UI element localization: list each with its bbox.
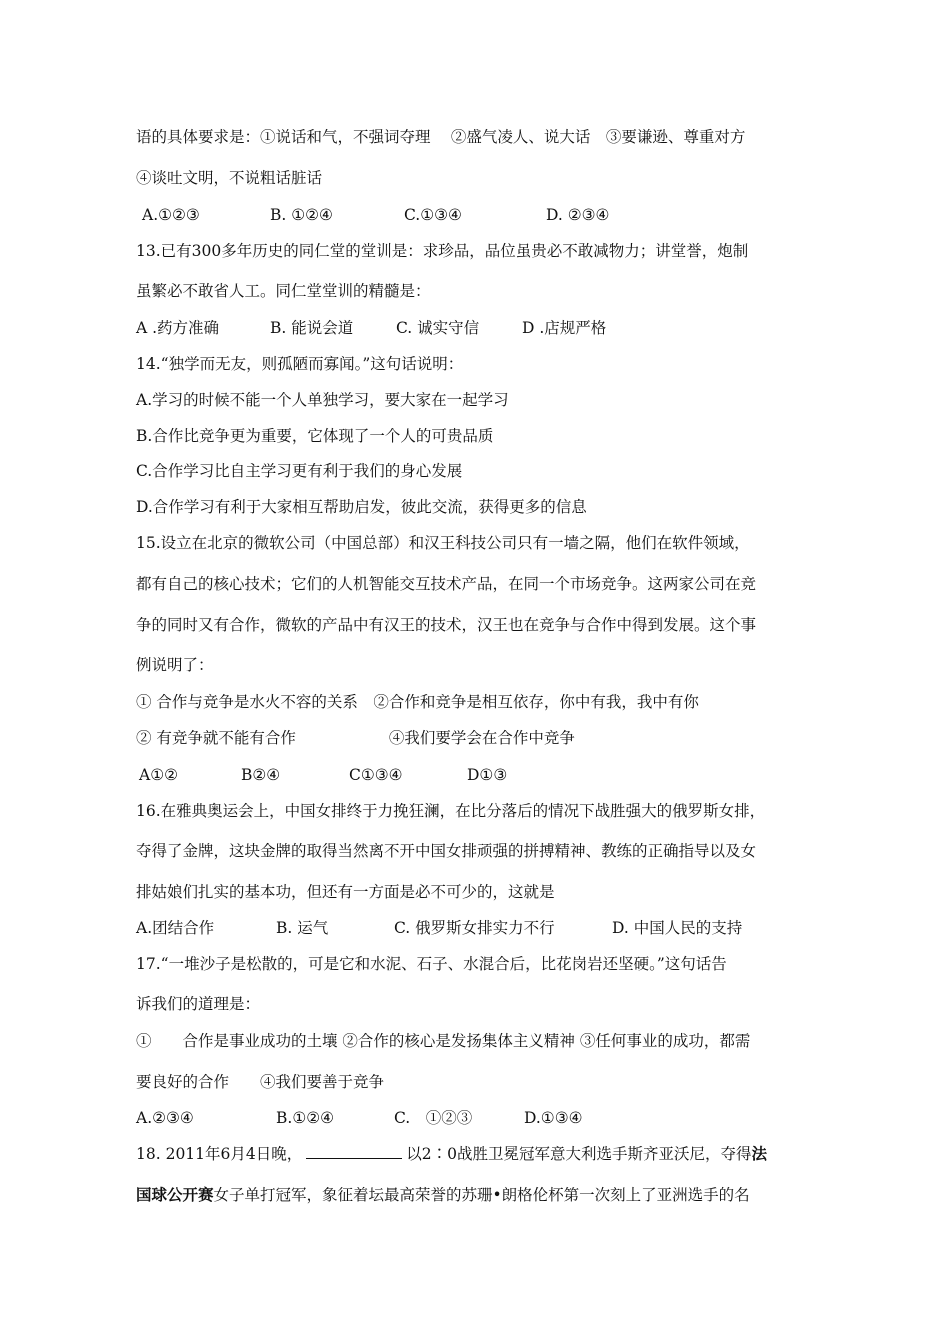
option-c: C①③④	[349, 766, 403, 784]
option-d: D .店规严格	[522, 319, 607, 337]
q17-options	[136, 1107, 826, 1129]
q16-options	[136, 917, 826, 939]
q18-rest: 女子单打冠军，象征着坛最高荣誉的苏珊•朗格伦杯第一次刻上了亚洲选手的名	[213, 1186, 750, 1204]
q14-option-b: B.合作比竞争更为重要，它体现了一个人的可贵品质	[136, 427, 494, 445]
q18-text-line	[136, 1184, 826, 1206]
q13-text-line: 13.已有300多年历史的同仁堂的堂训是：求珍品，品位虽贵必不敢减物力；讲堂誉，炮制	[136, 242, 749, 260]
q16-text-line: 排姑娘们扎实的基本功，但还有一方面是必不可少的，这就是	[136, 883, 555, 901]
q17-text-line: 诉我们的道理是：	[136, 995, 261, 1013]
option-a: A①②	[139, 766, 178, 784]
q17-statement-line: 要良好的合作 ④我们要善于竞争	[136, 1073, 385, 1091]
option-d: D. 中国人民的支持	[612, 919, 743, 937]
q18-bold-term: 法	[751, 1144, 767, 1163]
option-b: B. 运气	[276, 919, 329, 937]
option-c: C. 诚实守信	[396, 319, 480, 337]
q14-option-d: D.合作学习有利于大家相互帮助启发，彼此交流，获得更多的信息	[136, 498, 587, 516]
q18-bold-term: 国球公开赛	[136, 1185, 214, 1204]
q11-text-line: 语的具体要求是：①说话和气，不强词夺理 ②盛气凌人、说大话 ③要谦逊、尊重对方	[136, 128, 746, 146]
option-d: D.①③④	[524, 1109, 583, 1127]
q15-text-line: 争的同时又有合作，微软的产品中有汉王的技术，汉王也在竞争与合作中得到发展。这个事	[136, 616, 757, 634]
q15-options	[139, 764, 829, 786]
option-a: A.①②③	[142, 206, 200, 224]
option-c: C.①③④	[404, 206, 462, 224]
option-b: B. ①②④	[270, 206, 333, 224]
q14-option-c: C.合作学习比自主学习更有利于我们的身心发展	[136, 462, 463, 480]
q18-prefix: 18. 2011年6月4日晚，	[136, 1145, 303, 1163]
option-a: A.②③④	[136, 1109, 194, 1127]
option-a: A .药方准确	[136, 319, 220, 337]
q17-text-line: 17.“一堆沙子是松散的，可是它和水泥、石子、水混合后，比花岗岩还坚硬。”这句话告	[136, 955, 727, 973]
q11-text-line: ④谈吐文明，不说粗话脏话	[136, 169, 323, 187]
q15-text-line: 例说明了：	[136, 656, 214, 674]
option-d: D. ②③④	[546, 206, 610, 224]
option-c: C. ①②③	[394, 1109, 473, 1127]
q13-text-line: 虽繁必不敢省人工。同仁堂堂训的精髓是：	[136, 282, 431, 300]
option-a: A.团结合作	[136, 919, 215, 937]
option-d: D①③	[467, 766, 508, 784]
q15-statement-line: ① 合作与竞争是水火不容的关系 ②合作和竞争是相互依存，你中有我，我中有你	[136, 693, 699, 711]
q16-text-line: 16.在雅典奥运会上，中国女排终于力挽狂澜，在比分落后的情况下战胜强大的俄罗斯女排，	[136, 802, 766, 820]
q14-question: 14.“独学而无友，则孤陋而寡闻。”这句话说明：	[136, 355, 464, 373]
option-b: B. 能说会道	[270, 319, 354, 337]
q15-statement-line: ② 有竞争就不能有合作 ④我们要学会在合作中竞争	[136, 729, 575, 747]
q15-text-line: 15.设立在北京的微软公司（中国总部）和汉王科技公司只有一墙之隔，他们在软件领域，	[136, 534, 750, 552]
q18-text-line	[136, 1143, 826, 1165]
q12-options	[142, 204, 832, 226]
q16-text-line: 夺得了金牌，这块金牌的取得当然离不开中国女排顽强的拼搏精神、教练的正确指导以及女	[136, 842, 757, 860]
q13-options	[136, 317, 826, 339]
option-b: B.①②④	[276, 1109, 335, 1127]
q14-option-a: A.学习的时候不能一个人单独学习，要大家在一起学习	[136, 391, 509, 409]
option-b: B②④	[241, 766, 281, 784]
q15-text-line: 都有自己的核心技术；它们的人机智能交互技术产品，在同一个市场竞争。这两家公司在竞	[136, 575, 757, 593]
fill-in-blank	[306, 1144, 402, 1159]
option-c: C. 俄罗斯女排实力不行	[394, 919, 555, 937]
q17-statement-line: ① 合作是事业成功的土壤 ②合作的核心是发扬集体主义精神 ③任何事业的成功，都需	[136, 1032, 751, 1050]
q18-middle: 以2∶0战胜卫冕冠军意大利选手斯齐亚沃尼，夺得	[406, 1145, 752, 1163]
